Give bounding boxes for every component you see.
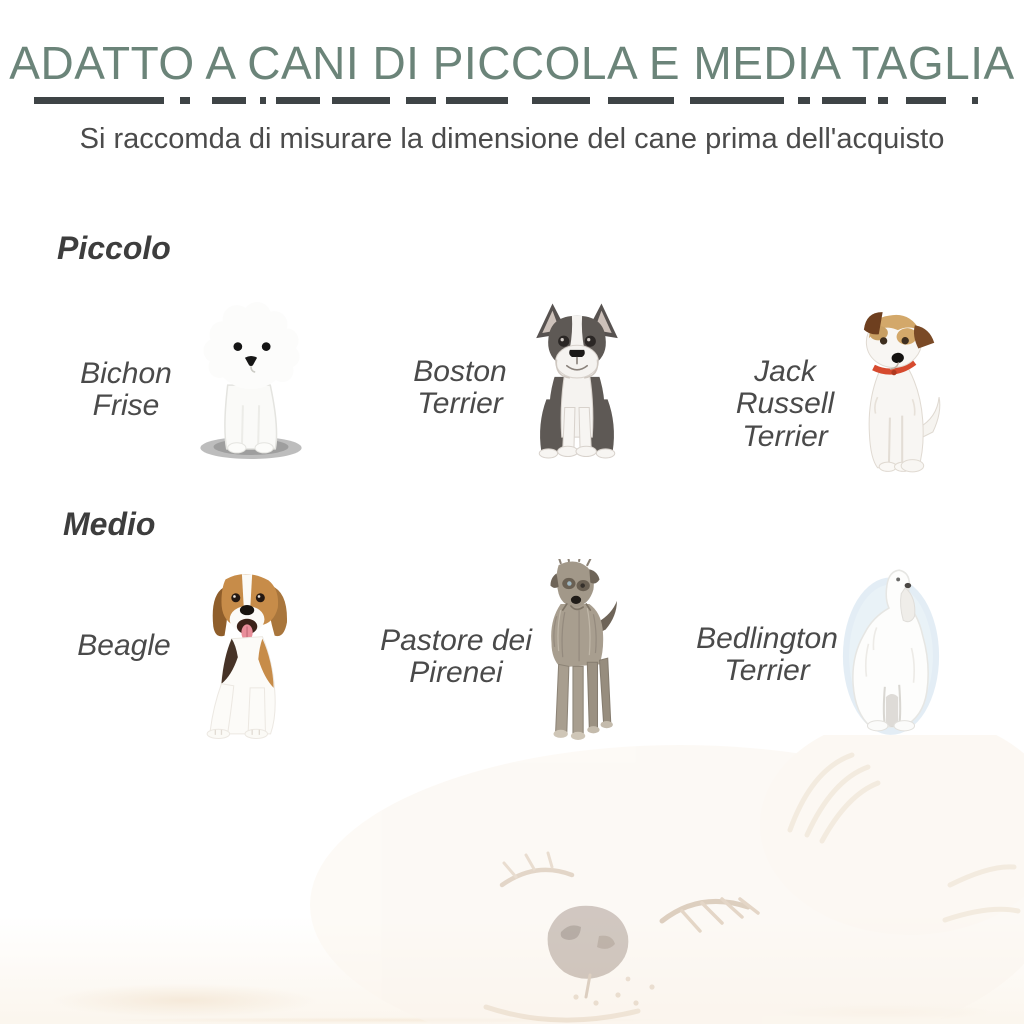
breed-label-beagle: Beagle <box>77 629 171 662</box>
bedlington-terrier-image <box>839 562 943 738</box>
page-subtitle: Si raccomda di misurare la dimensione del cane prima dell'acquisto <box>79 123 945 155</box>
breed-label-bedlington-terrier: Bedlington Terrier <box>696 622 838 688</box>
sleeping-dog-watermark <box>290 735 1024 1024</box>
beagle-image <box>186 563 304 739</box>
boston-terrier-image <box>526 301 628 461</box>
bichon-frise-image <box>196 298 306 460</box>
section-label-piccolo: Piccolo <box>57 230 171 266</box>
page-title: ADATTO A CANI DI PICCOLA E MEDIA TAGLIA <box>9 37 1015 89</box>
cropped-text-strip <box>34 95 992 106</box>
pyrenean-shepherd-image <box>529 559 621 741</box>
jack-russell-terrier-image <box>842 305 946 477</box>
breed-label-jack-russell-terrier: Jack Russell Terrier <box>735 355 835 453</box>
breed-label-boston-terrier: Boston Terrier <box>413 355 507 421</box>
breed-label-pastore-dei-pirenei: Pastore dei Pirenei <box>380 624 532 690</box>
breed-label-bichon-frise: Bichon Frise <box>80 357 172 423</box>
section-label-medio: Medio <box>63 506 156 542</box>
